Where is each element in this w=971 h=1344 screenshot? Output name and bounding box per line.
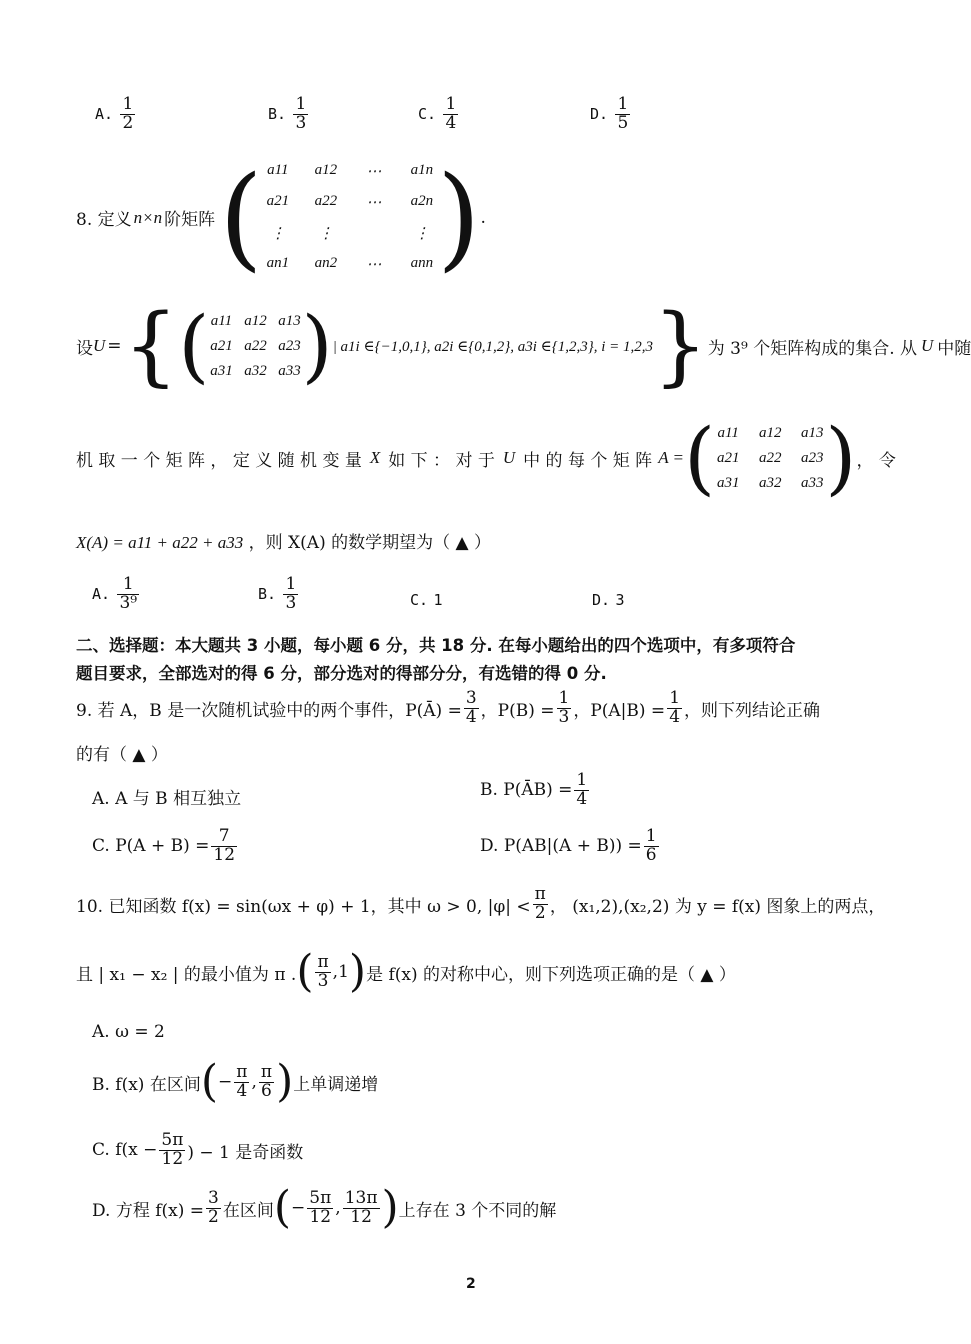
option-label: C. (410, 591, 429, 609)
denominator: 6 (261, 1080, 272, 1101)
right-paren: ) (436, 152, 481, 283)
variable-u: U (502, 448, 516, 467)
numerator: 1 (617, 94, 629, 114)
q8-intro: 8. 定义 (76, 210, 132, 230)
option-text: C. P(A + B) = (92, 836, 210, 857)
option-mid: 在区间 (222, 1200, 274, 1221)
denominator: 3 (295, 112, 307, 133)
q8-definition (76, 152, 486, 283)
q8-option-a (92, 576, 141, 613)
numerator: 7 (211, 828, 237, 847)
matrix-entry: a31 (210, 362, 233, 379)
matrix-a (715, 425, 825, 492)
q8-option-b (258, 576, 300, 613)
matrix-entry: ⋮ (270, 225, 286, 242)
set-tail: 为 3⁹ 个矩阵构成的集合. 从 (707, 338, 917, 359)
numerator: 1 (285, 574, 297, 594)
q9-option-d (480, 828, 661, 865)
q7-option-d (590, 96, 632, 133)
q10-line2-a: 且 | x₁ − x₂ | 的最小值为 π . (76, 964, 297, 985)
matrix-entry: a11 (210, 312, 233, 329)
option-tail: 上存在 3 个不同的解 (398, 1200, 557, 1221)
n-by-n: n×n (133, 207, 163, 227)
right-paren: ) (276, 1056, 294, 1107)
q7-option-b (268, 96, 310, 133)
matrix-entry: ann (410, 254, 434, 271)
numerator: 1 (669, 688, 681, 708)
left-paren: ( (273, 1182, 292, 1233)
denominator: 12 (309, 1206, 332, 1227)
denominator: 3 (558, 706, 570, 727)
matrix-entry: a22 (758, 449, 782, 466)
denominator: 4 (465, 706, 477, 727)
option-text: D. P(AB|(A + B)) = (480, 836, 642, 857)
center-tail: ,1 (332, 962, 349, 982)
matrix-entry (359, 224, 389, 243)
q9-stem-a: 9. 若 A，B 是一次随机试验中的两个事件，P(Ā) = (76, 700, 462, 721)
q9-stem (76, 690, 820, 727)
option-text: B. f(x) 在区间 (92, 1074, 201, 1095)
matrix-entry: a33 (278, 362, 301, 379)
q10-stem-line2 (76, 946, 736, 997)
matrix-entry: ⋮ (318, 225, 334, 242)
line2-text: 机 取 一 个 矩 阵 ， 定 义 随 机 变 量 (76, 450, 362, 471)
q10-stem-b: ， (x₁,2),(x₂,2) 为 y = f(x) 图象上的两点， (549, 896, 886, 917)
set-tail-end: 中随 (937, 338, 971, 359)
line2-end: ， 令 (856, 450, 896, 471)
q10-option-c (92, 1132, 303, 1169)
equals: = (107, 336, 122, 356)
left-brace: { (123, 296, 179, 396)
matrix-entry: ⋯ (366, 256, 382, 273)
option-label: D. (592, 591, 611, 609)
numerator: 1 (117, 576, 139, 595)
matrix-a-label: A = (658, 448, 684, 467)
matrix-entry: a13 (278, 312, 301, 329)
numerator: 1 (576, 770, 588, 790)
denominator: 2 (208, 1206, 219, 1227)
denominator: 12 (213, 844, 236, 865)
option-label: D. (590, 104, 609, 123)
matrix-entry: a31 (716, 474, 740, 491)
denominator: 4 (445, 112, 457, 133)
denominator: 4 (669, 706, 681, 727)
q8-expectation-line (76, 528, 491, 553)
q9-option-b (480, 772, 591, 809)
left-paren: ( (178, 299, 210, 392)
matrix-entry: an2 (314, 254, 338, 271)
q8-option-c (410, 590, 443, 610)
right-brace: } (653, 296, 708, 396)
matrix-entry: a21 (716, 449, 740, 466)
matrix-entry: a32 (758, 474, 782, 491)
q10-stem-a: 10. 已知函数 f(x) = sin(ωx + φ) + 1，其中 ω > 0, |φ| < (76, 896, 531, 917)
numerator: π (236, 1061, 248, 1082)
option-label: B. (268, 104, 287, 123)
left-paren: ( (219, 152, 263, 283)
q8-random-variable-line (76, 411, 896, 504)
matrix-entry: a13 (800, 424, 824, 441)
matrix-entry: a23 (800, 449, 824, 466)
set-intro: 设 (76, 338, 93, 359)
option-text: D. 方程 f(x) = (92, 1200, 205, 1221)
numerator: π (317, 951, 329, 972)
numerator: 1 (445, 94, 457, 114)
variable-x: X (369, 448, 381, 467)
numerator: π (260, 1061, 273, 1082)
matrix-entry: a32 (244, 362, 267, 379)
numerator: 5π (309, 1187, 332, 1208)
x-formula: X(A) = a11 + a22 + a33 (76, 533, 244, 552)
denominator: 3 (317, 970, 329, 991)
denominator: 12 (161, 1148, 184, 1169)
option-label: C. (418, 104, 437, 123)
q10-option-b: B. f(x) 在区间 ( − $\frac{\pi}{4}$ , $\frac{\pi}{6}$ ) 上单调递增 (92, 1056, 379, 1107)
numerator: 1 (295, 94, 307, 114)
q10-option-d: D. 方程 f(x) = $\frac{3}{2}$ 在区间 ( − $\frac{5\pi}{12}$ , $\frac{13\pi}{12}$ ) 上存在 3 个不同的解 (92, 1182, 557, 1233)
option-label: A. (92, 584, 111, 603)
left-paren: ( (200, 1056, 219, 1107)
q9-stem-d: ，则下列结论正确 (684, 700, 821, 721)
matrix-entry: a12 (314, 161, 338, 178)
matrix-entry: a11 (267, 161, 289, 178)
numerator: 3 (465, 688, 477, 708)
set-condition: | a1i ∈{−1,0,1}, a2i ∈{0,1,2}, a3i ∈{1,2,3}, i = 1,2,3 (332, 338, 654, 355)
numerator: 1 (558, 688, 570, 708)
matrix-entry: a21 (266, 192, 290, 209)
q9-stem-b: ，P(B) = (480, 700, 555, 721)
matrix-entry: ⋯ (366, 194, 382, 211)
q9-option-a: A. A 与 B 相互独立 (92, 789, 242, 809)
option-label: A. (95, 104, 114, 123)
matrix-entry: ⋯ (366, 163, 382, 180)
right-paren: ) (301, 299, 333, 392)
nxn-matrix (263, 162, 437, 274)
denominator: 6 (645, 844, 657, 865)
set-variable-u: U (921, 336, 934, 355)
option-tail: ) − 1 是奇函数 (187, 1142, 304, 1163)
matrix-entry: a23 (278, 337, 301, 354)
matrix-entry: a21 (210, 337, 233, 354)
numerator: 3 (208, 1187, 219, 1208)
q8-intro-tail: 阶矩阵 (164, 210, 216, 230)
period: . (480, 207, 486, 228)
formula-tail: ，则 X(A) 的数学期望为（ ▲ ） (248, 533, 491, 553)
q8-option-d (592, 590, 625, 610)
denominator: 4 (576, 788, 588, 809)
matrix-entry: a11 (717, 424, 739, 441)
matrix-entry: a2n (410, 192, 434, 209)
left-paren: ( (296, 946, 314, 997)
option-tail: 上单调递增 (293, 1074, 379, 1095)
option-text: C. f(x − (92, 1140, 158, 1161)
q7-option-c (418, 96, 460, 133)
numerator: 1 (645, 826, 657, 846)
matrix-entry: ⋮ (414, 225, 430, 242)
matrix-entry: a12 (244, 312, 267, 329)
denominator: 12 (350, 1206, 372, 1227)
matrix-entry: an1 (266, 254, 290, 271)
right-paren: ) (381, 1182, 399, 1233)
set-variable: U (93, 336, 106, 355)
set-matrix (209, 313, 301, 380)
right-paren: ) (825, 411, 857, 504)
numerator: 1 (122, 94, 134, 114)
denominator: 4 (236, 1080, 248, 1101)
matrix-entry: a22 (244, 337, 267, 354)
matrix-entry: a12 (758, 424, 782, 441)
denominator: 3 (285, 592, 297, 613)
q9-option-c (92, 828, 239, 865)
denominator: 3⁹ (119, 592, 138, 613)
numerator: π (534, 884, 546, 904)
q7-option-a (95, 96, 137, 133)
line2-mid: 如 下 ： 对 于 (388, 450, 495, 471)
denominator: 5 (617, 112, 629, 133)
section2-line1: 二、选择题：本大题共 3 小题，每小题 6 分，共 18 分. 在每小题给出的四个选项中，有多项符合 (76, 636, 796, 655)
option-value: 3 (615, 591, 625, 609)
line2-mid2: 中 的 每 个 矩 阵 (523, 450, 653, 471)
denominator: 2 (534, 902, 546, 923)
q8-set-definition (76, 296, 971, 396)
page-number: 2 (466, 1276, 476, 1292)
option-label: B. (258, 584, 277, 603)
matrix-entry: a33 (800, 474, 824, 491)
right-paren: ) (348, 946, 367, 997)
q10-stem (76, 886, 885, 923)
matrix-entry: a1n (410, 161, 434, 178)
q10-option-a: A. ω = 2 (92, 1022, 165, 1042)
left-paren: ( (684, 411, 716, 504)
denominator: 2 (122, 112, 134, 133)
section2-line2: 题目要求，全部选对的得 6 分，部分选对的得部分分，有选错的得 0 分. (76, 664, 607, 683)
matrix-entry: a22 (314, 192, 338, 209)
q9-stem-c: ，P(A|B) = (573, 700, 666, 721)
option-text: B. P(ĀB) = (480, 780, 573, 801)
numerator: 5π (161, 1130, 184, 1150)
option-value: 1 (433, 591, 443, 609)
q9-stem-line2: 的有（ ▲ ） (76, 745, 168, 765)
q10-line2-b: 是 f(x) 的对称中心，则下列选项正确的是（ ▲ ） (366, 964, 736, 985)
numerator: 13π (344, 1187, 378, 1208)
